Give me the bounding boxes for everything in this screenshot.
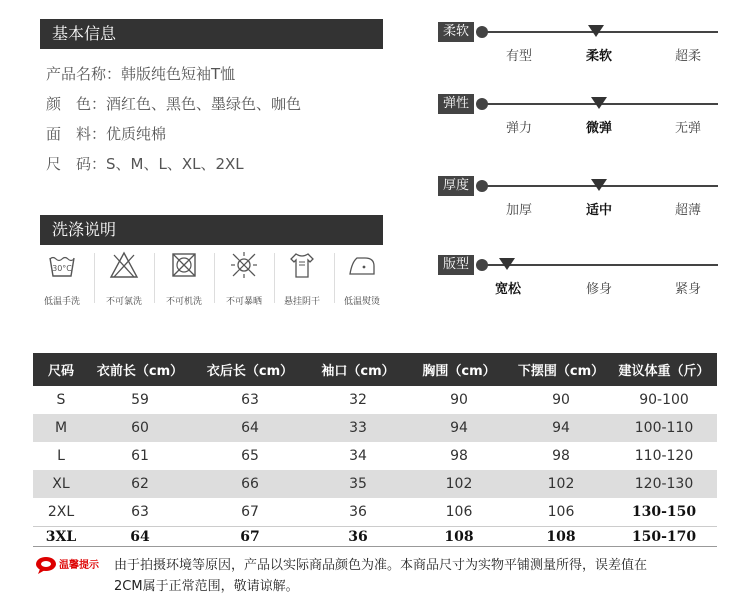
scale-option-selected: 适中 <box>585 203 612 218</box>
low-temp-iron-icon <box>347 250 377 280</box>
fit-scale <box>438 255 718 315</box>
cell: 100-110 <box>611 414 717 442</box>
care-label: 不可机洗 <box>165 297 202 307</box>
cell: 66 <box>191 470 309 498</box>
cell: 64 <box>191 414 309 442</box>
cell: XL <box>33 470 89 498</box>
svg-text:30°C: 30°C <box>52 264 72 273</box>
cell: 59 <box>131 392 149 408</box>
size-table-header <box>33 353 717 386</box>
hand-wash-30-icon <box>47 250 77 280</box>
cell: 98 <box>450 448 468 464</box>
cell: 106 <box>445 504 473 520</box>
cell: 67 <box>191 527 309 547</box>
cell: 34 <box>349 448 367 464</box>
cell: 3XL <box>33 527 89 547</box>
scale-dot <box>476 259 488 271</box>
care-item-hand-wash <box>32 250 92 307</box>
cell: 63 <box>131 504 149 520</box>
cell: M <box>33 414 89 442</box>
fabric-row: 面 料：优质纯棉 <box>46 125 167 143</box>
cell: L <box>57 448 65 464</box>
header-weight: 建议体重（斤） <box>611 353 717 386</box>
cell: 120-130 <box>611 470 717 498</box>
scale-label: 厚度 <box>438 176 474 196</box>
scale-option: 有型 <box>505 49 532 64</box>
table-row <box>33 527 717 547</box>
tip-badge: 温馨提示 <box>59 560 99 571</box>
tip-line-1: 由于拍摄环境等原因，产品以实际商品颜色为准。本商品尺寸为实物平铺测量所得，误差值在 <box>114 558 648 573</box>
care-label: 不可氯洗 <box>105 297 142 307</box>
cell: 62 <box>89 470 191 498</box>
scale-option: 无弹 <box>674 121 701 136</box>
cell: 65 <box>241 448 259 464</box>
tip-line-2: 2CM属于正常范围，敬请谅解。 <box>114 579 299 594</box>
cell: 150-170 <box>611 527 717 547</box>
wash-instructions-heading: 洗涤说明 <box>40 215 383 245</box>
size-table <box>33 353 717 547</box>
no-machine-wash-icon <box>169 250 199 280</box>
elasticity-scale <box>438 94 718 154</box>
cell: 94 <box>511 414 611 442</box>
cell: 102 <box>511 470 611 498</box>
scale-dot <box>476 180 488 192</box>
cell: 33 <box>309 414 407 442</box>
cell: 64 <box>89 527 191 547</box>
care-item-no-sun-dry <box>214 250 274 307</box>
header-cuff: 袖口（cm） <box>309 353 407 386</box>
cell: 90-100 <box>639 392 689 408</box>
cell: 98 <box>552 448 570 464</box>
header-front-length: 衣前长（cm） <box>89 353 191 386</box>
scale-label: 版型 <box>438 255 474 275</box>
no-sun-dry-icon <box>229 250 259 280</box>
softness-scale <box>438 22 718 82</box>
cell: 110-120 <box>634 448 694 464</box>
care-label: 低温手洗 <box>43 297 80 307</box>
scale-option-selected: 微弹 <box>585 121 612 136</box>
scale-label: 柔软 <box>438 22 474 42</box>
scale-option-selected: 柔软 <box>585 49 612 64</box>
care-label: 低温熨烫 <box>343 297 380 307</box>
thickness-scale <box>438 176 718 236</box>
scale-option: 超柔 <box>674 49 701 64</box>
cell: 106 <box>547 504 575 520</box>
cell: 108 <box>407 527 511 547</box>
cell: 60 <box>89 414 191 442</box>
table-row <box>33 386 717 414</box>
scale-label: 弹性 <box>438 94 474 114</box>
scale-pointer-icon <box>591 179 607 191</box>
product-name-row: 产品名称：韩版纯色短袖T恤 <box>46 65 236 83</box>
table-row <box>33 498 717 527</box>
hang-shade-dry-icon <box>287 250 317 280</box>
scale-option: 紧身 <box>674 282 701 297</box>
cell: S <box>56 392 66 408</box>
cell: 36 <box>309 527 407 547</box>
basic-info-heading: 基本信息 <box>40 19 383 49</box>
cell: 130-150 <box>631 504 697 520</box>
scale-option: 加厚 <box>505 203 532 218</box>
no-bleach-icon <box>109 250 139 280</box>
cell: 61 <box>131 448 149 464</box>
care-label: 悬挂阴干 <box>283 297 320 307</box>
cell: 90 <box>552 392 570 408</box>
header-hem: 下摆围（cm） <box>511 353 611 386</box>
scale-pointer-icon <box>499 258 515 270</box>
cell: 63 <box>241 392 259 408</box>
cell: 32 <box>349 392 367 408</box>
table-row <box>33 442 717 470</box>
scale-pointer-icon <box>591 97 607 109</box>
care-item-low-temp-iron <box>332 250 392 307</box>
size-row: 尺 码：S、M、L、XL、2XL <box>46 155 244 173</box>
care-item-no-machine-wash <box>154 250 214 307</box>
speech-bubble-icon <box>35 556 57 574</box>
care-item-no-bleach <box>94 250 154 307</box>
scale-dot <box>476 98 488 110</box>
table-row <box>33 414 717 442</box>
scale-pointer-icon <box>588 25 604 37</box>
cell: 2XL <box>47 504 75 520</box>
cell: 108 <box>511 527 611 547</box>
color-row: 颜 色：酒红色、黑色、墨绿色、咖色 <box>46 95 302 113</box>
scale-dot <box>476 26 488 38</box>
header-size: 尺码 <box>33 353 89 386</box>
care-label: 不可暴晒 <box>225 297 262 307</box>
cell: 102 <box>407 470 511 498</box>
scale-option: 修身 <box>585 282 612 297</box>
cell: 35 <box>309 470 407 498</box>
care-item-hang-shade-dry <box>272 250 332 307</box>
header-back-length: 衣后长（cm） <box>191 353 309 386</box>
scale-option: 超薄 <box>674 203 701 218</box>
table-row <box>33 470 717 498</box>
cell: 90 <box>450 392 468 408</box>
scale-option: 弹力 <box>505 121 532 136</box>
header-chest: 胸围（cm） <box>407 353 511 386</box>
scale-option-selected: 宽松 <box>494 282 521 297</box>
cell: 67 <box>241 504 259 520</box>
cell: 94 <box>407 414 511 442</box>
cell: 36 <box>349 504 367 520</box>
